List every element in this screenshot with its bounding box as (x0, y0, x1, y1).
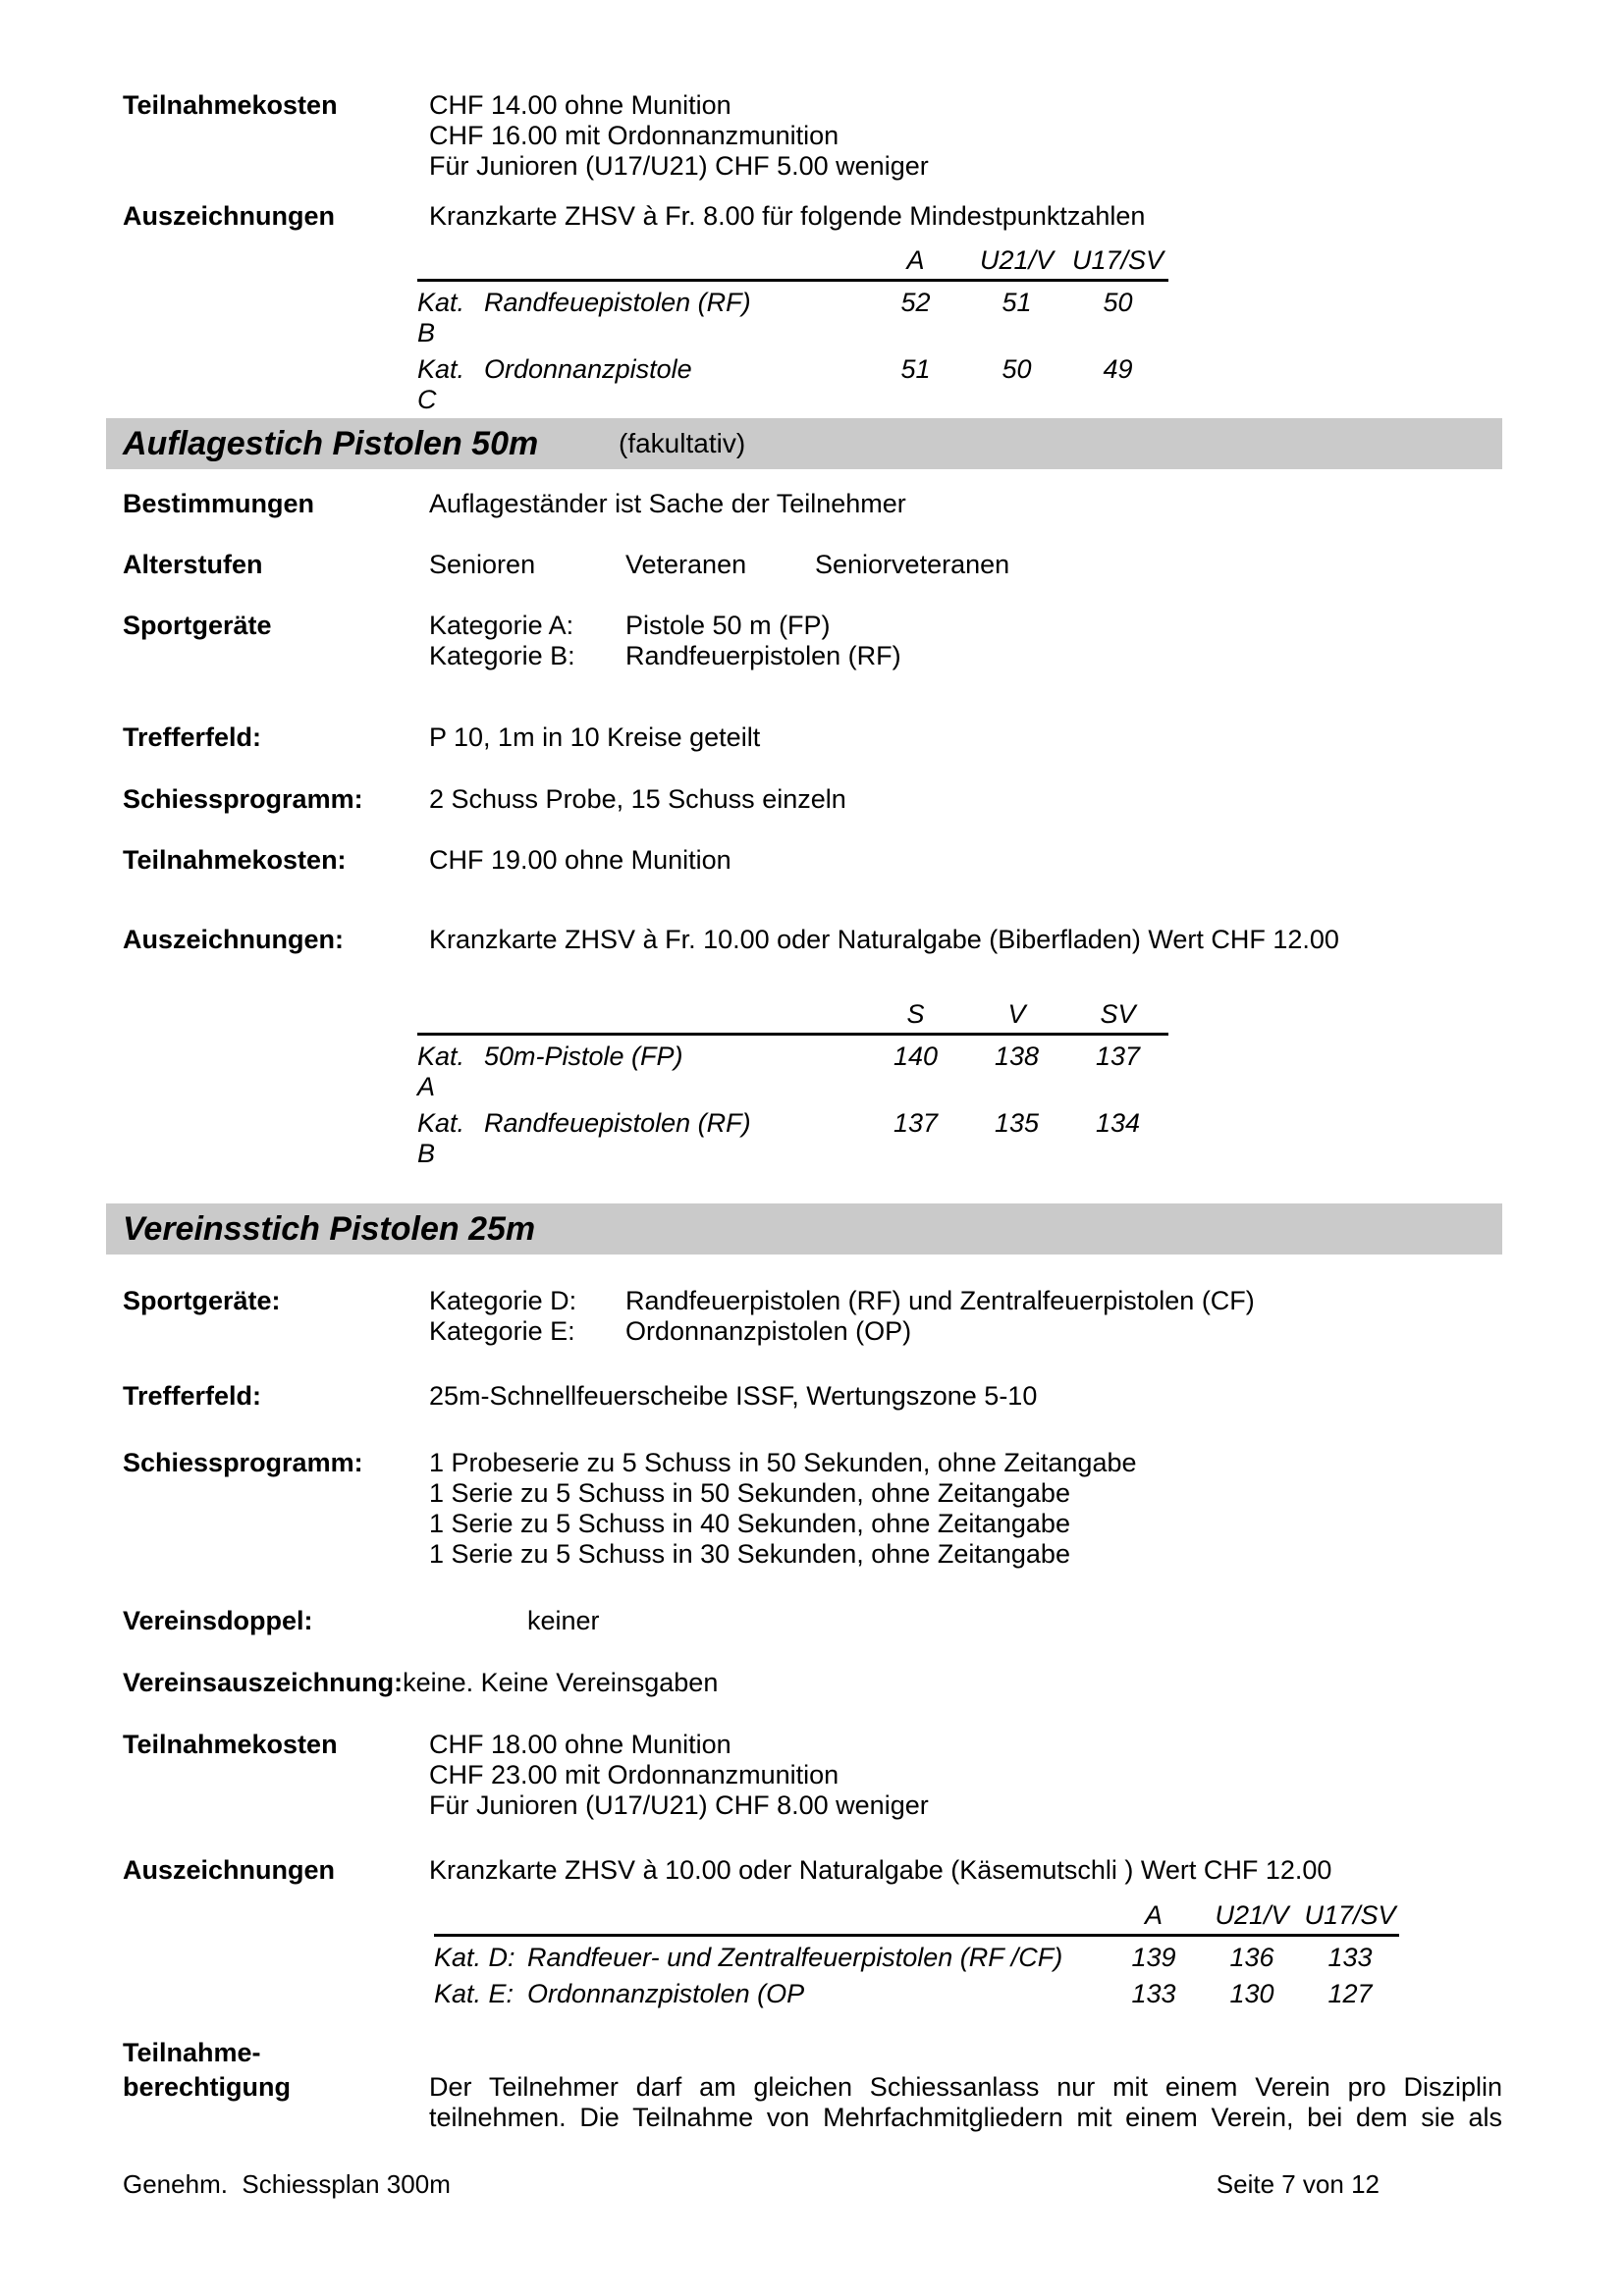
kat-cell: Kat. A (417, 1041, 465, 1101)
kategorie-key: Kategorie D: (429, 1286, 577, 1315)
field-value-line: CHF 16.00 mit Ordonnanzmunition (429, 121, 839, 150)
footer-page-number: Seite 7 von 12 (1216, 2169, 1380, 2199)
col-header: SV (1067, 999, 1168, 1035)
field-value-group (429, 550, 1502, 580)
col-header: U17/SV (1067, 245, 1168, 281)
col-header: S (865, 999, 966, 1035)
kategorie-value: Randfeuerpistolen (RF) (625, 641, 901, 670)
field-value-line: 1 Serie zu 5 Schuss in 50 Sekunden, ohne Zeitangabe (429, 1478, 1070, 1508)
points-table-25m (434, 1900, 1399, 2009)
field-value: P 10, 1m in 10 Kreise geteilt (429, 722, 761, 752)
field-row-auszeichnungen-top (123, 201, 1502, 232)
col-header: U21/V (1203, 1900, 1301, 1936)
field-value-group (429, 1286, 1502, 1347)
field-label: Bestimmungen (123, 489, 315, 518)
value-cell: 52 (900, 288, 931, 317)
name-cell: Ordonnanzpistole (484, 354, 692, 384)
table-row (417, 1102, 1168, 1169)
field-label: Teilnahmekosten: (123, 845, 347, 875)
value-cell: 138 (994, 1041, 1040, 1071)
value-cell: 50 (1103, 288, 1133, 317)
kategorie-key: Kategorie E: (429, 1316, 575, 1346)
footer-left-text: Genehm. Schiessplan 300m (123, 2169, 451, 2199)
field-label: Schiessprogramm: (123, 1448, 363, 1477)
value-cell: 139 (1131, 1943, 1176, 1972)
table-row (417, 281, 1168, 349)
field-value-group (429, 1730, 1502, 1821)
field-value: 25m-Schnellfeuerscheibe ISSF, Wertungszone 5-10 (429, 1381, 1038, 1411)
alterstufe-veteranen: Veteranen (625, 550, 747, 579)
section-title: Vereinsstich Pistolen 25m (123, 1209, 536, 1248)
section-title-suffix: (fakultativ) (619, 428, 746, 458)
kategorie-value: Randfeuerpistolen (RF) und Zentralfeuerpistolen (CF) (625, 1286, 1255, 1315)
field-label: Teilnahmekosten (123, 1730, 338, 1759)
value-cell: 140 (893, 1041, 939, 1071)
table-header-row (434, 1900, 1399, 1936)
value-cell: 133 (1327, 1943, 1373, 1972)
value-cell: 130 (1229, 1979, 1274, 2008)
field-label: Vereinsauszeichnung: (123, 1668, 404, 1697)
field-value: 2 Schuss Probe, 15 Schuss einzeln (429, 784, 846, 814)
section-title: Auflagestich Pistolen 50m (123, 424, 539, 462)
field-label-line: Teilnahme- (123, 2038, 261, 2067)
kat-cell: Kat. E: (434, 1979, 514, 2008)
col-header: V (966, 999, 1067, 1035)
table-row (434, 1936, 1399, 1974)
field-row-vereinsdoppel (123, 1606, 1502, 1636)
section-bar-vereinsstich (106, 1203, 1502, 1255)
field-label: Auszeichnungen (123, 201, 336, 231)
field-row-auszeichnungen-25m (123, 1855, 1502, 1886)
field-value: Auflageständer ist Sache der Teilnehmer (429, 489, 906, 518)
field-row-teilnahmekosten-25m (123, 1730, 1502, 1821)
kat-cell: Kat. B (417, 1108, 465, 1168)
field-value-line: 1 Probeserie zu 5 Schuss in 50 Sekunden, ohne Zeitangabe (429, 1448, 1137, 1477)
field-label: Trefferfeld: (123, 722, 262, 752)
field-value-line: CHF 23.00 mit Ordonnanzmunition (429, 1760, 839, 1789)
field-row-sportgeraete-25m (123, 1286, 1502, 1347)
name-cell: Randfeuer- und Zentralfeuerpistolen (RF /CF) (527, 1943, 1063, 1972)
value-cell: 137 (893, 1108, 939, 1138)
points-table-rf-op (417, 245, 1168, 415)
field-row-teilnahmekosten-top (123, 90, 1502, 182)
field-label: Auszeichnungen: (123, 925, 345, 954)
field-value: keiner (527, 1606, 600, 1635)
field-value-line: Für Junioren (U17/U21) CHF 8.00 weniger (429, 1790, 929, 1820)
name-cell: Randfeuepistolen (RF) (484, 288, 751, 317)
table-row (417, 348, 1168, 415)
kategorie-line (429, 611, 1502, 641)
page-footer (123, 2169, 1502, 2200)
field-row-teilnahmekosten-50m (123, 845, 1502, 876)
value-cell: 133 (1131, 1979, 1176, 2008)
field-value-group (429, 611, 1502, 671)
field-row-schiessprogramm-25m (123, 1448, 1502, 1570)
value-cell: 135 (994, 1108, 1040, 1138)
field-value-line: CHF 14.00 ohne Munition (429, 90, 731, 120)
kategorie-line (429, 641, 1502, 671)
table-header-row (417, 245, 1168, 281)
field-label-line: berechtigung (123, 2072, 292, 2102)
alterstufe-senioren: Senioren (429, 550, 536, 579)
table-header-row (417, 999, 1168, 1035)
field-label: Vereinsdoppel: (123, 1606, 313, 1635)
section-bar-auflagestich (106, 418, 1502, 469)
value-cell: 136 (1229, 1943, 1274, 1972)
col-header: A (1105, 1900, 1203, 1936)
field-value-line: CHF 18.00 ohne Munition (429, 1730, 731, 1759)
field-value-line: 1 Serie zu 5 Schuss in 40 Sekunden, ohne Zeitangabe (429, 1509, 1070, 1538)
kategorie-line (429, 1286, 1502, 1316)
field-value: keine. Keine Vereinsgaben (403, 1668, 719, 1697)
field-label: Auszeichnungen (123, 1855, 336, 1885)
value-cell: 49 (1103, 354, 1133, 384)
name-cell: 50m-Pistole (FP) (484, 1041, 683, 1071)
field-value: CHF 19.00 ohne Munition (429, 845, 731, 875)
field-value: Kranzkarte ZHSV à 10.00 oder Naturalgabe (Käsemutschli ) Wert CHF 12.00 (429, 1855, 1332, 1885)
value-cell: 137 (1095, 1041, 1141, 1071)
kategorie-key: Kategorie B: (429, 641, 575, 670)
field-row-bestimmungen (123, 489, 1502, 519)
field-label: Schiessprogramm: (123, 784, 363, 814)
kat-cell: Kat. B (417, 288, 465, 347)
col-header: U21/V (966, 245, 1067, 281)
alterstufe-seniorveteranen: Seniorveteranen (815, 550, 1010, 579)
points-table-50m (417, 999, 1168, 1169)
table-row (434, 1973, 1399, 2009)
table-row (417, 1035, 1168, 1103)
kat-cell: Kat. C (417, 354, 465, 414)
kategorie-value: Ordonnanzpistolen (OP) (625, 1316, 912, 1346)
value-cell: 127 (1327, 1979, 1373, 2008)
col-header: A (865, 245, 966, 281)
field-value-group (429, 1448, 1502, 1570)
field-row-schiessprogramm-50m (123, 784, 1502, 815)
kategorie-value: Pistole 50 m (FP) (625, 611, 831, 640)
field-row-auszeichnungen-50m (123, 925, 1502, 955)
value-cell: 134 (1095, 1108, 1141, 1138)
kat-cell: Kat. D: (434, 1943, 515, 1972)
field-label: Trefferfeld: (123, 1381, 262, 1411)
field-row-vereinsauszeichnung (123, 1668, 1502, 1698)
field-inline (123, 1668, 718, 1698)
kategorie-line (429, 1316, 1502, 1347)
name-cell: Ordonnanzpistolen (OP (527, 1979, 805, 2008)
field-label: Teilnahmekosten (123, 90, 338, 120)
field-row-alterstufen (123, 550, 1502, 580)
field-label: Alterstufen (123, 550, 263, 579)
field-row-sportgeraete-50m (123, 611, 1502, 671)
field-label: Sportgeräte: (123, 1286, 281, 1315)
value-cell: 51 (900, 354, 931, 384)
value-cell: 50 (1001, 354, 1032, 384)
value-cell: 51 (1001, 288, 1032, 317)
field-label (123, 2038, 429, 2103)
field-row-trefferfeld-50m (123, 722, 1502, 753)
col-header: U17/SV (1301, 1900, 1399, 1936)
field-value-group (429, 90, 1502, 182)
name-cell: Randfeuepistolen (RF) (484, 1108, 751, 1138)
field-value-line: Für Junioren (U17/U21) CHF 5.00 weniger (429, 151, 929, 181)
field-label: Sportgeräte (123, 611, 272, 640)
field-value-paragraph: Der Teilnehmer darf am gleichen Schiessanlass nur mit einem Verein pro Disziplin teilnehmen. Die Teilnahme von Mehrfachmitgliedern mit einem Verein, bei dem sie als (429, 2072, 1502, 2132)
kategorie-key: Kategorie A: (429, 611, 574, 640)
field-value: Kranzkarte ZHSV à Fr. 8.00 für folgende Mindestpunktzahlen (429, 201, 1146, 231)
field-value-line: 1 Serie zu 5 Schuss in 30 Sekunden, ohne Zeitangabe (429, 1539, 1070, 1569)
field-row-trefferfeld-25m (123, 1381, 1502, 1412)
field-row-teilnahmeberechtigung (123, 2038, 1502, 2133)
field-value: Kranzkarte ZHSV à Fr. 10.00 oder Naturalgabe (Biberfladen) Wert CHF 12.00 (429, 925, 1339, 954)
